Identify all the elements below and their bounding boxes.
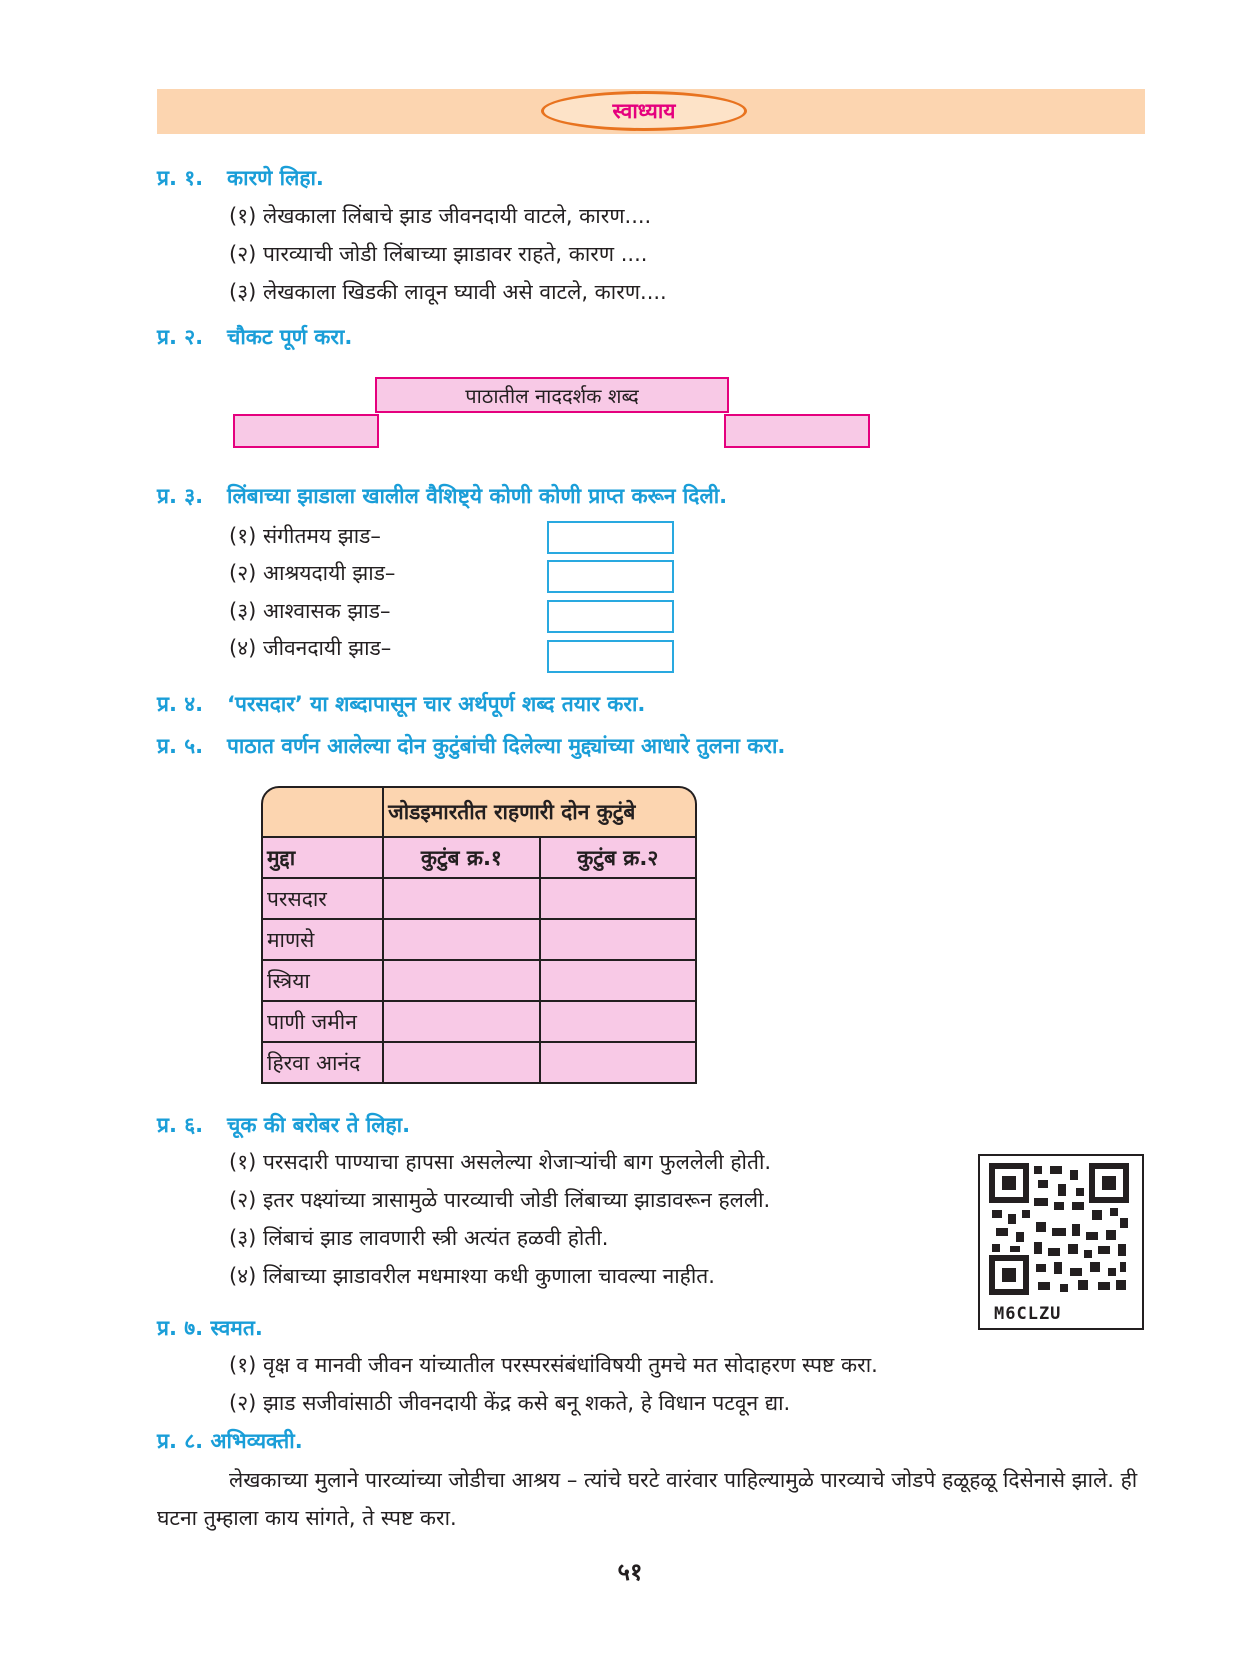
question-title: कारणे लिहा.	[227, 166, 324, 190]
table-header-row	[261, 838, 697, 879]
col-header-point: मुद्दा	[261, 838, 384, 879]
table-cell[interactable]	[384, 879, 540, 920]
q3-item: (१) संगीतमय झाड–	[229, 524, 381, 548]
answer-box[interactable]	[547, 640, 674, 673]
q3-item: (३) आश्वासक झाड–	[229, 599, 391, 623]
question-title: पाठात वर्णन आलेल्या दोन कुटुंबांची दिलेल्या मुद्द्यांच्या आधारे तुलना करा.	[227, 734, 786, 758]
table-row	[261, 1002, 697, 1043]
q7-item: (२) झाड सजीवांसाठी जीवनदायी केंद्र कसे बनू शकते, हे विधान पटवून द्या.	[229, 1391, 791, 1415]
table-cell[interactable]	[541, 1043, 697, 1084]
comparison-table	[261, 786, 697, 1084]
table-cell[interactable]	[541, 1002, 697, 1043]
q1-item: (१) लेखकाला लिंबाचे झाड जीवनदायी वाटले, कारण....	[229, 204, 652, 228]
table-group-header: जोडइमारतीत राहणारी दोन कुटुंबे	[384, 786, 697, 838]
question-title: ‘परसदार’ या शब्दापासून चार अर्थपूर्ण शब्द तयार करा.	[227, 692, 646, 716]
row-label: स्त्रिया	[261, 961, 384, 1002]
table-cell[interactable]	[384, 1002, 540, 1043]
table-cell[interactable]	[384, 920, 540, 961]
question-title: लिंबाच्या झाडाला खालील वैशिष्ट्ये कोणी कोणी प्राप्त करून दिली.	[227, 484, 728, 508]
section-title: स्वाध्याय	[541, 91, 747, 131]
row-label: माणसे	[261, 920, 384, 961]
answer-box[interactable]	[547, 560, 674, 593]
row-label: परसदार	[261, 879, 384, 920]
question-4	[157, 690, 645, 718]
table-group-header-row	[261, 786, 697, 838]
table-cell[interactable]	[384, 961, 540, 1002]
question-title: चौकट पूर्ण करा.	[227, 325, 353, 349]
qr-code-label: M6CLZU	[994, 1304, 1062, 1324]
question-number: प्र. २.	[157, 325, 204, 349]
table-cell[interactable]	[541, 961, 697, 1002]
answer-box-right[interactable]	[724, 414, 870, 448]
question-2	[157, 323, 352, 351]
q6-item: (३) लिंबाचं झाड लावणारी स्त्री अत्यंत हळवी होती.	[229, 1226, 609, 1250]
q3-item: (४) जीवनदायी झाड–	[229, 636, 392, 660]
table-row	[261, 920, 697, 961]
table-cell[interactable]	[541, 920, 697, 961]
question-title: चूक की बरोबर ते लिहा.	[227, 1113, 411, 1137]
q3-item: (२) आश्रयदायी झाड–	[229, 561, 396, 585]
qr-code[interactable]	[978, 1154, 1144, 1330]
row-label: पाणी जमीन	[261, 1002, 384, 1043]
q7-item: (१) वृक्ष व मानवी जीवन यांच्यातील परस्परसंबंधांविषयी तुमचे मत सोदाहरण स्पष्ट करा.	[229, 1353, 878, 1377]
q1-item: (२) पारव्याची जोडी लिंबाच्या झाडावर राहते, कारण ....	[229, 242, 648, 266]
q1-item: (३) लेखकाला खिडकी लावून घ्यावी असे वाटले, कारण....	[229, 280, 667, 304]
answer-box[interactable]	[547, 600, 674, 633]
table-row	[261, 879, 697, 920]
q6-item: (१) परसदारी पाण्याचा हापसा असलेल्या शेजाऱ्यांची बाग फुललेली होती.	[229, 1150, 772, 1174]
col-header-family-1: कुटुंब क्र.१	[384, 838, 540, 879]
table-cell[interactable]	[384, 1043, 540, 1084]
q8-text: लेखकाच्या मुलाने पारव्यांच्या जोडीचा आश्रय – त्यांचे घरटे वारंवार पाहिल्यामुळे पारव्याचे जोडपे हळूहळू दिसेनासे झाले. ही घटना तुम्हाला काय सांगते, ते स्पष्ट करा.	[157, 1468, 1138, 1530]
table-cell[interactable]	[541, 879, 697, 920]
sound-words-center-box: पाठातील नाददर्शक शब्द	[375, 377, 729, 413]
q6-item: (४) लिंबाच्या झाडावरील मधमाश्या कधी कुणाला चावल्या नाहीत.	[229, 1264, 715, 1288]
question-5	[157, 732, 785, 760]
question-number: प्र. १.	[157, 166, 204, 190]
table-row	[261, 1043, 697, 1084]
question-3	[157, 482, 727, 510]
table-row	[261, 961, 697, 1002]
question-number: प्र. ३.	[157, 484, 204, 508]
question-1	[157, 164, 324, 192]
qr-code-icon	[980, 1158, 1142, 1298]
question-number: प्र. ४.	[157, 692, 204, 716]
row-label: हिरवा आनंद	[261, 1043, 384, 1084]
question-8: प्र. ८. अभिव्यक्ती.	[157, 1429, 303, 1453]
q6-item: (२) इतर पक्ष्यांच्या त्रासामुळे पारव्याची जोडी लिंबाच्या झाडावरून हलली.	[229, 1188, 771, 1212]
answer-box[interactable]	[547, 521, 674, 554]
question-7: प्र. ७. स्वमत.	[157, 1316, 263, 1340]
page-number: ५१	[617, 1558, 643, 1586]
answer-box-left[interactable]	[233, 414, 379, 448]
question-6	[157, 1111, 410, 1139]
col-header-family-2: कुटुंब क्र.२	[541, 838, 697, 879]
question-number: प्र. ६.	[157, 1113, 204, 1137]
table-corner-cell	[261, 786, 384, 838]
question-number: प्र. ५.	[157, 734, 204, 758]
